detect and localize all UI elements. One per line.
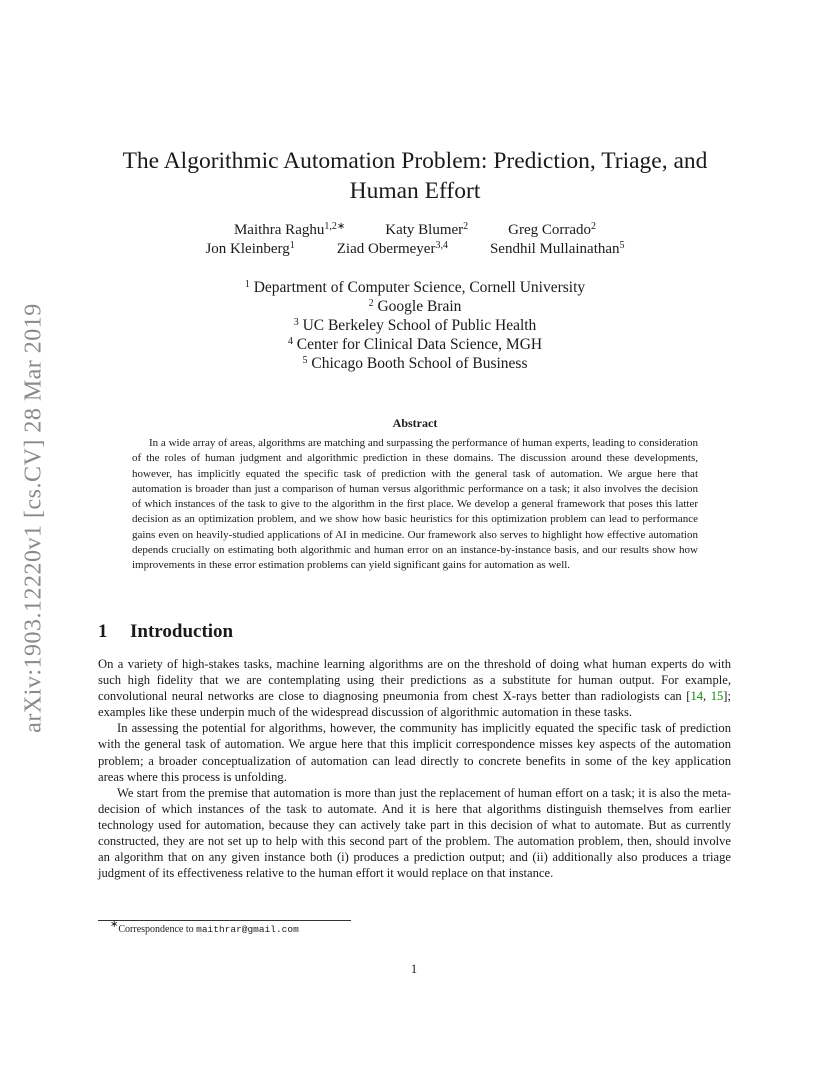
affiliation: $^1$ Department of Computer Science, Cornell University xyxy=(244,279,586,296)
paragraph: We start from the premise that automation is more than just the replacement of human effort on a task; it is also the meta-decision of which instances of the task to automate. And it is here that algorithms distinguish themselves from earlier technology used for automation, because they can actively take part in this decision of what to automate. But as currently constructed, they are not set up to help with this second part of the problem. The automation problem, then, should involve an algorithm that on any given instance both (i) produces a prediction output; and (ii) additionally also produces a triage judgment of its effectiveness relative to the human effort it would replace on that instance. xyxy=(98,785,731,881)
title-line-1: The Algorithmic Automation Problem: Prediction, Triage, and xyxy=(122,148,708,174)
affiliation: $^4$ Center for Clinical Data Science, MGH xyxy=(287,336,543,353)
section-heading xyxy=(98,621,233,643)
title-line-2: Human Effort xyxy=(349,178,481,204)
abstract-heading: Abstract xyxy=(392,416,438,430)
author: Katy Blumer$^2$ xyxy=(385,221,469,238)
author-row-2 xyxy=(90,240,740,259)
affiliations xyxy=(90,278,740,373)
footnote: ∗Correspondence to maithrar@gmail.com xyxy=(110,919,299,935)
author: Maithra Raghu$^{1,2∗}$ xyxy=(233,221,346,238)
author: Ziad Obermeyer$^{3,4}$ xyxy=(336,240,448,257)
section-number: 1 xyxy=(98,621,108,642)
section-title: Introduction xyxy=(130,621,234,642)
affiliation: $^5$ Chicago Booth School of Business xyxy=(302,355,528,372)
page-number: 1 xyxy=(410,962,418,976)
author-row-1 xyxy=(90,221,740,240)
author: Sendhil Mullainathan$^5$ xyxy=(489,240,625,257)
author: Greg Corrado$^2$ xyxy=(508,221,597,238)
footnote-email: maithrar@gmail.com xyxy=(196,924,299,935)
author: Jon Kleinberg$^1$ xyxy=(205,240,295,257)
footnote-rule xyxy=(98,920,351,921)
body-text xyxy=(98,656,731,881)
arxiv-side-stamp xyxy=(14,283,54,753)
affiliation: $^3$ UC Berkeley School of Public Health xyxy=(293,317,537,334)
abstract-text: In a wide array of areas, algorithms are matching and surpassing the performance of human experts, leading to consideration of the roles of human judgment and algorithmic prediction in these domains. The discussion around these developments, however, has implicitly equated the specific task of prediction with the general task of automation. We argue here that automation is broader than just a comparison of human versus algorithmic performance on a task; it also involves the decision of which instances of the task to give to the algorithm in the first place. We develop a general framework that poses this latter decision as an optimization problem, and we show how basic heuristics for this optimization problem can lead to performance gains even on heavily-studied applications of AI in medicine. Our framework also serves to highlight how effective automation depends crucially on estimating both algorithmic and human error on an instance-by-instance basis, and our results show how improvements in these error estimation problems can yield significant gains for automation as well. xyxy=(132,437,698,572)
paragraph: On a variety of high-stakes tasks, machine learning algorithms are on the threshold of doing what human experts do with such high fidelity that we are contemplating using their predictions as a substitute for human output. For example, convolutional neural networks are close to diagnosing pneumonia from chest X-rays better than radiologists can [14, 15]; examples like these underpin much of the widespread discussion of algorithmic automation in these tasks. xyxy=(98,657,731,720)
citation-link[interactable]: 14 xyxy=(690,689,704,704)
affiliation: $^2$ Google Brain xyxy=(368,298,462,315)
paragraph: In assessing the potential for algorithms, however, the community has implicitly equated the specific task of prediction with the general task of automation. We argue here that this implicit correspondence misses key aspects of the automation problem; a broader conceptualization of automation can lead directly to concrete benefits in some of the key application areas where this process is unfolding. xyxy=(98,721,731,784)
arxiv-identifier: arXiv:1903.12220v1 [cs.CV] 28 Mar 2019 xyxy=(20,303,47,733)
author-list xyxy=(90,221,740,259)
citation-link[interactable]: 15 xyxy=(710,689,724,704)
paper-title xyxy=(90,146,740,206)
